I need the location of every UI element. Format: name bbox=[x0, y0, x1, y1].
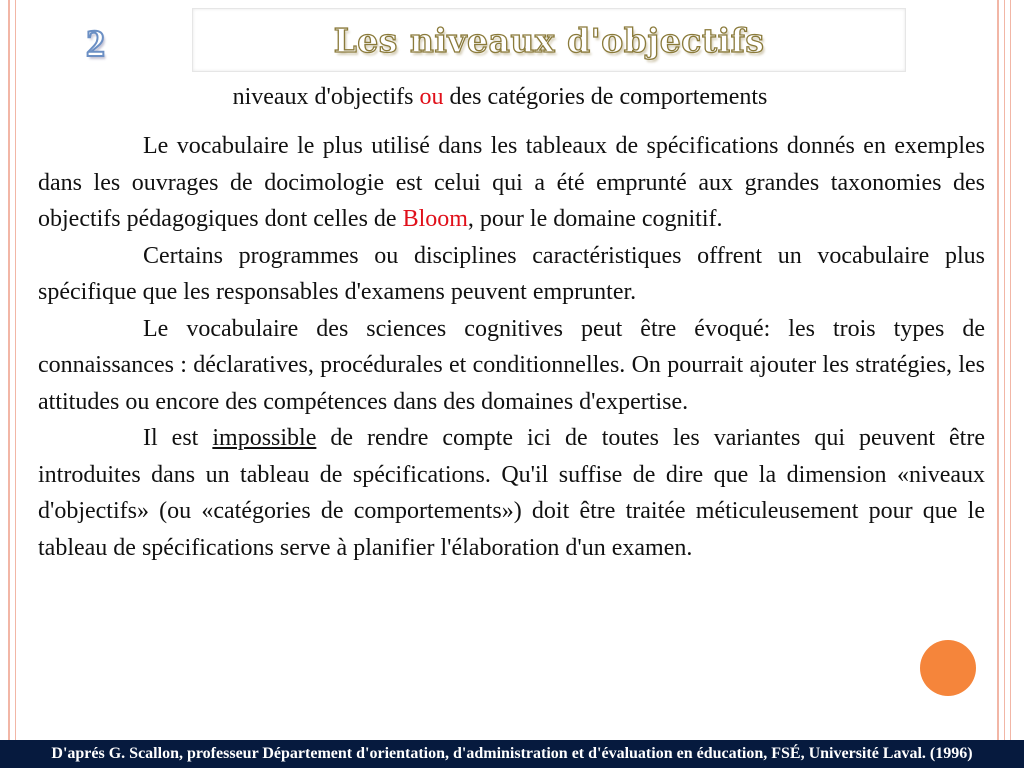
paragraph-4-text-a: Il est bbox=[143, 425, 213, 451]
right-border-rail-outer bbox=[1010, 0, 1011, 768]
subtitle-part2: des catégories de comportements bbox=[443, 84, 768, 110]
paragraph-1-text-a: Le vocabulaire le plus utilisé dans les tableaux de spécifications donnés en exemples dans les ouvrages de docimologie est celui qui a été emprunté aux grandes taxonomies des objectifs pédagogiques dont celles de bbox=[38, 133, 985, 232]
orange-circle-marker bbox=[920, 640, 976, 696]
subtitle-part1: niveaux d'objectifs bbox=[232, 84, 420, 110]
bloom-highlight: Bloom bbox=[402, 206, 468, 232]
impossible-underlined: impossible bbox=[212, 425, 317, 451]
paragraph-4-text-b: de rendre compte ici de toutes les variantes qui peuvent être introduites dans un tableau de spécifications. Qu'il suffise de dire que la dimension «niveaux d'objectifs» (ou «catégories de comportements») doit être traitée méticuleusement pour que le tableau de spécifications serve à planifier l'élaboration d'un examen. bbox=[38, 425, 985, 561]
paragraph-4 bbox=[38, 420, 985, 566]
slide-subtitle bbox=[0, 84, 1000, 111]
slide-number: 2 bbox=[86, 23, 105, 65]
paragraph-3: Le vocabulaire des sciences cognitives peut être évoqué: les trois types de connaissances : déclaratives, procédurales et conditionnelles. On pourrait ajouter les stratégies, les attitudes ou encore des compétences dans des domaines d'expertise. bbox=[38, 315, 985, 415]
footer-credit: D'aprés G. Scallon, professeur Département d'orientation, d'administration et d'évaluation en éducation, FSÉ, Université Laval. (1996) bbox=[0, 740, 1024, 768]
paragraph-2: Certains programmes ou disciplines caractéristiques offrent un vocabulaire plus spécifique que les responsables d'examens peuvent emprunter. bbox=[38, 242, 985, 305]
slide-title: Les niveaux d'objectifs bbox=[333, 20, 765, 60]
left-border-rail bbox=[8, 0, 10, 768]
right-border-rail bbox=[997, 0, 999, 768]
subtitle-highlight: ou bbox=[419, 84, 444, 110]
body-text bbox=[38, 128, 985, 566]
paragraph-1 bbox=[38, 128, 985, 238]
left-border-rail-inner bbox=[15, 0, 16, 768]
paragraph-1-text-b: , pour le domaine cognitif. bbox=[467, 206, 723, 232]
right-border-rail-mid bbox=[1004, 0, 1005, 768]
title-box bbox=[192, 8, 906, 72]
